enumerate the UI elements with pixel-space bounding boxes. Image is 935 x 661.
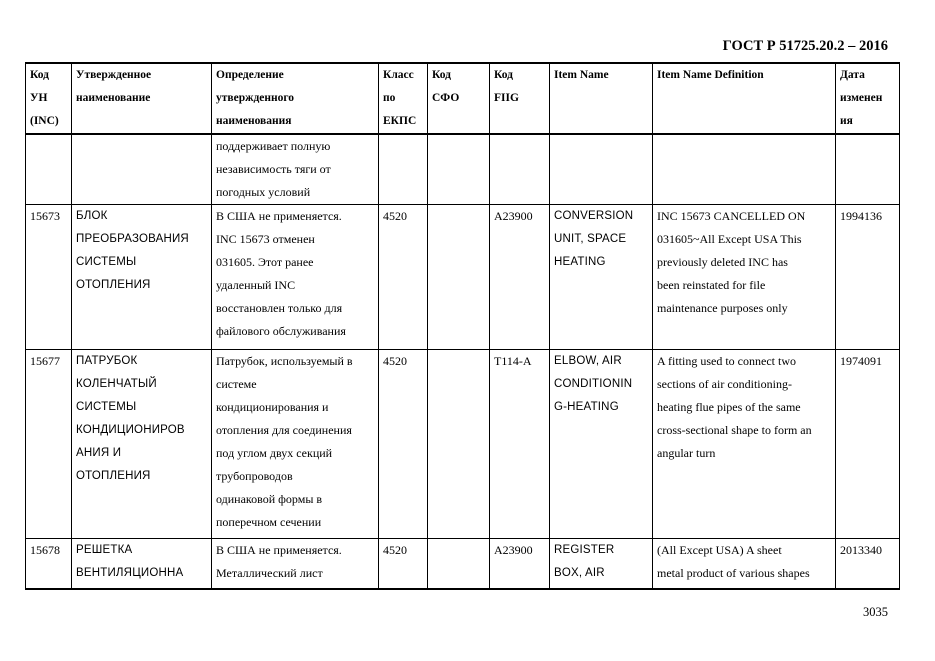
- cell-ekps-class: [379, 350, 428, 539]
- cell-text-line: АНИЯ И: [76, 447, 122, 459]
- cell-text-line: 4520: [383, 543, 407, 557]
- cell-text-line: утвержденного: [216, 92, 295, 104]
- cell-approved-name: [72, 134, 212, 205]
- cell-text-line: 1994136: [840, 209, 882, 223]
- cell-change-date: [836, 350, 900, 539]
- cell-text-line: УН: [30, 92, 48, 104]
- cell-definition: [212, 350, 379, 539]
- cell-inc: [26, 205, 72, 350]
- cell-text-line: кондиционирования и: [216, 400, 329, 414]
- cell-approved-name: [72, 350, 212, 539]
- cell-fiig-code: [490, 350, 550, 539]
- cell-text-line: 15677: [30, 354, 60, 368]
- cell-text-line: HEATING: [554, 256, 606, 268]
- cell-item-name-definition: [653, 539, 836, 589]
- cell-text-line: sections of air conditioning-: [657, 377, 792, 391]
- cell-text-line: ОТОПЛЕНИЯ: [76, 279, 151, 291]
- cell-text-line: Код: [494, 69, 514, 81]
- cell-text-line: Утвержденное: [76, 69, 152, 81]
- cell-text-line: СИСТЕМЫ: [76, 256, 137, 268]
- cell-fiig-code: [490, 134, 550, 205]
- cell-inc: [26, 350, 72, 539]
- cell-inc: [26, 539, 72, 589]
- cell-text-line: FIIG: [494, 92, 519, 104]
- cell-item-name: [550, 134, 653, 205]
- table-row: [26, 350, 900, 539]
- cell-text-line: (INC): [30, 115, 59, 127]
- cell-text-line: G-HEATING: [554, 401, 619, 413]
- cell-text-line: трубопроводов: [216, 469, 293, 483]
- column-header-inc: [26, 63, 72, 134]
- cell-text-line: Определение: [216, 69, 284, 81]
- cell-text-line: одинаковой формы в: [216, 492, 323, 506]
- column-header-change-date: [836, 63, 900, 134]
- cell-text-line: погодных условий: [216, 185, 311, 199]
- cell-text-line: Дата: [840, 69, 865, 81]
- cell-text-line: CONDITIONIN: [554, 378, 633, 390]
- cell-text-line: Металлический лист: [216, 566, 323, 580]
- cell-text-line: файлового обслуживания: [216, 324, 346, 338]
- cell-text-line: по: [383, 92, 396, 104]
- cell-item-name-definition: [653, 205, 836, 350]
- column-header-item-name-definition: [653, 63, 836, 134]
- cell-text-line: ия: [840, 115, 853, 127]
- cell-text-line: удаленный INC: [216, 278, 296, 292]
- cell-inc: [26, 134, 72, 205]
- cell-text-line: 4520: [383, 354, 407, 368]
- cell-text-line: INC 15673 CANCELLED ON: [657, 209, 806, 223]
- cell-text-line: previously deleted INC has: [657, 255, 788, 269]
- document-code: ГОСТ Р 51725.20.2 – 2016: [722, 38, 888, 54]
- cell-approved-name: [72, 539, 212, 589]
- cell-text-line: ELBOW, AIR: [554, 355, 622, 367]
- cell-text-line: cross-sectional shape to form an: [657, 423, 812, 437]
- cell-sfo-code: [428, 205, 490, 350]
- cell-text-line: СФО: [432, 92, 460, 104]
- cell-ekps-class: [379, 539, 428, 589]
- cell-fiig-code: [490, 539, 550, 589]
- cell-text-line: ВЕНТИЛЯЦИОННА: [76, 567, 184, 579]
- cell-text-line: maintenance purposes only: [657, 301, 788, 315]
- cell-text-line: ПРЕОБРАЗОВАНИЯ: [76, 233, 189, 245]
- cell-text-line: BOX, AIR: [554, 567, 605, 579]
- cell-text-line: поперечном сечении: [216, 515, 322, 529]
- cell-change-date: [836, 134, 900, 205]
- cell-text-line: поддерживает полную: [216, 139, 331, 153]
- cell-sfo-code: [428, 134, 490, 205]
- cell-text-line: СИСТЕМЫ: [76, 401, 137, 413]
- cell-change-date: [836, 539, 900, 589]
- cell-text-line: БЛОК: [76, 210, 108, 222]
- cell-text-line: 15678: [30, 543, 60, 557]
- cell-item-name: [550, 350, 653, 539]
- column-header-sfo-code: [428, 63, 490, 134]
- cell-text-line: A fitting used to connect two: [657, 354, 796, 368]
- cell-sfo-code: [428, 539, 490, 589]
- cell-text-line: системе: [216, 377, 257, 391]
- cell-text-line: 15673: [30, 209, 60, 223]
- data-table: [25, 62, 900, 590]
- cell-text-line: Класс: [383, 69, 414, 81]
- cell-text-line: В США не применяется.: [216, 209, 342, 223]
- cell-change-date: [836, 205, 900, 350]
- cell-text-line: под углом двух секций: [216, 446, 333, 460]
- cell-text-line: angular turn: [657, 446, 716, 460]
- table-row: [26, 539, 900, 589]
- cell-text-line: A23900: [494, 209, 533, 223]
- cell-definition: [212, 205, 379, 350]
- cell-item-name-definition: [653, 134, 836, 205]
- cell-text-line: 1974091: [840, 354, 882, 368]
- cell-ekps-class: [379, 205, 428, 350]
- cell-text-line: отопления для соединения: [216, 423, 352, 437]
- cell-text-line: UNIT, SPACE: [554, 233, 627, 245]
- cell-text-line: изменен: [840, 92, 883, 104]
- cell-text-line: КОНДИЦИОНИРОВ: [76, 424, 185, 436]
- cell-text-line: Item Name: [554, 69, 609, 81]
- column-header-item-name: [550, 63, 653, 134]
- cell-text-line: A23900: [494, 543, 533, 557]
- column-header-ekps-class: [379, 63, 428, 134]
- table-header-row: [26, 63, 900, 134]
- cell-text-line: 031605. Этот ранее: [216, 255, 314, 269]
- cell-text-line: REGISTER: [554, 544, 615, 556]
- cell-approved-name: [72, 205, 212, 350]
- cell-text-line: been reinstated for file: [657, 278, 766, 292]
- cell-text-line: (All Except USA) A sheet: [657, 543, 782, 557]
- cell-text-line: ОТОПЛЕНИЯ: [76, 470, 151, 482]
- column-header-approved-name: [72, 63, 212, 134]
- cell-definition: [212, 134, 379, 205]
- table-row: [26, 205, 900, 350]
- cell-text-line: T114-A: [494, 354, 532, 368]
- cell-fiig-code: [490, 205, 550, 350]
- cell-text-line: наименования: [216, 115, 292, 127]
- cell-text-line: ЕКПС: [383, 115, 417, 127]
- cell-text-line: CONVERSION: [554, 210, 634, 222]
- cell-text-line: 4520: [383, 209, 407, 223]
- cell-text-line: наименование: [76, 92, 151, 104]
- cell-text-line: независимость тяги от: [216, 162, 331, 176]
- cell-text-line: КОЛЕНЧАТЫЙ: [76, 378, 157, 390]
- cell-text-line: heating flue pipes of the same: [657, 400, 801, 414]
- cell-text-line: В США не применяется.: [216, 543, 342, 557]
- column-header-fiig-code: [490, 63, 550, 134]
- cell-item-name: [550, 539, 653, 589]
- column-header-definition: [212, 63, 379, 134]
- cell-text-line: 2013340: [840, 543, 882, 557]
- cell-text-line: Патрубок, используемый в: [216, 354, 353, 368]
- cell-sfo-code: [428, 350, 490, 539]
- cell-text-line: 031605~All Except USA This: [657, 232, 802, 246]
- cell-text-line: metal product of various shapes: [657, 566, 810, 580]
- cell-ekps-class: [379, 134, 428, 205]
- cell-item-name-definition: [653, 350, 836, 539]
- cell-text-line: восстановлен только для: [216, 301, 343, 315]
- cell-item-name: [550, 205, 653, 350]
- cell-text-line: INC 15673 отменен: [216, 232, 315, 246]
- table-row: [26, 134, 900, 205]
- cell-text-line: Код: [432, 69, 452, 81]
- cell-text-line: РЕШЕТКА: [76, 544, 133, 556]
- page-number: 3035: [863, 605, 888, 619]
- cell-definition: [212, 539, 379, 589]
- cell-text-line: ПАТРУБОК: [76, 355, 138, 367]
- cell-text-line: Item Name Definition: [657, 69, 764, 81]
- cell-text-line: Код: [30, 69, 50, 81]
